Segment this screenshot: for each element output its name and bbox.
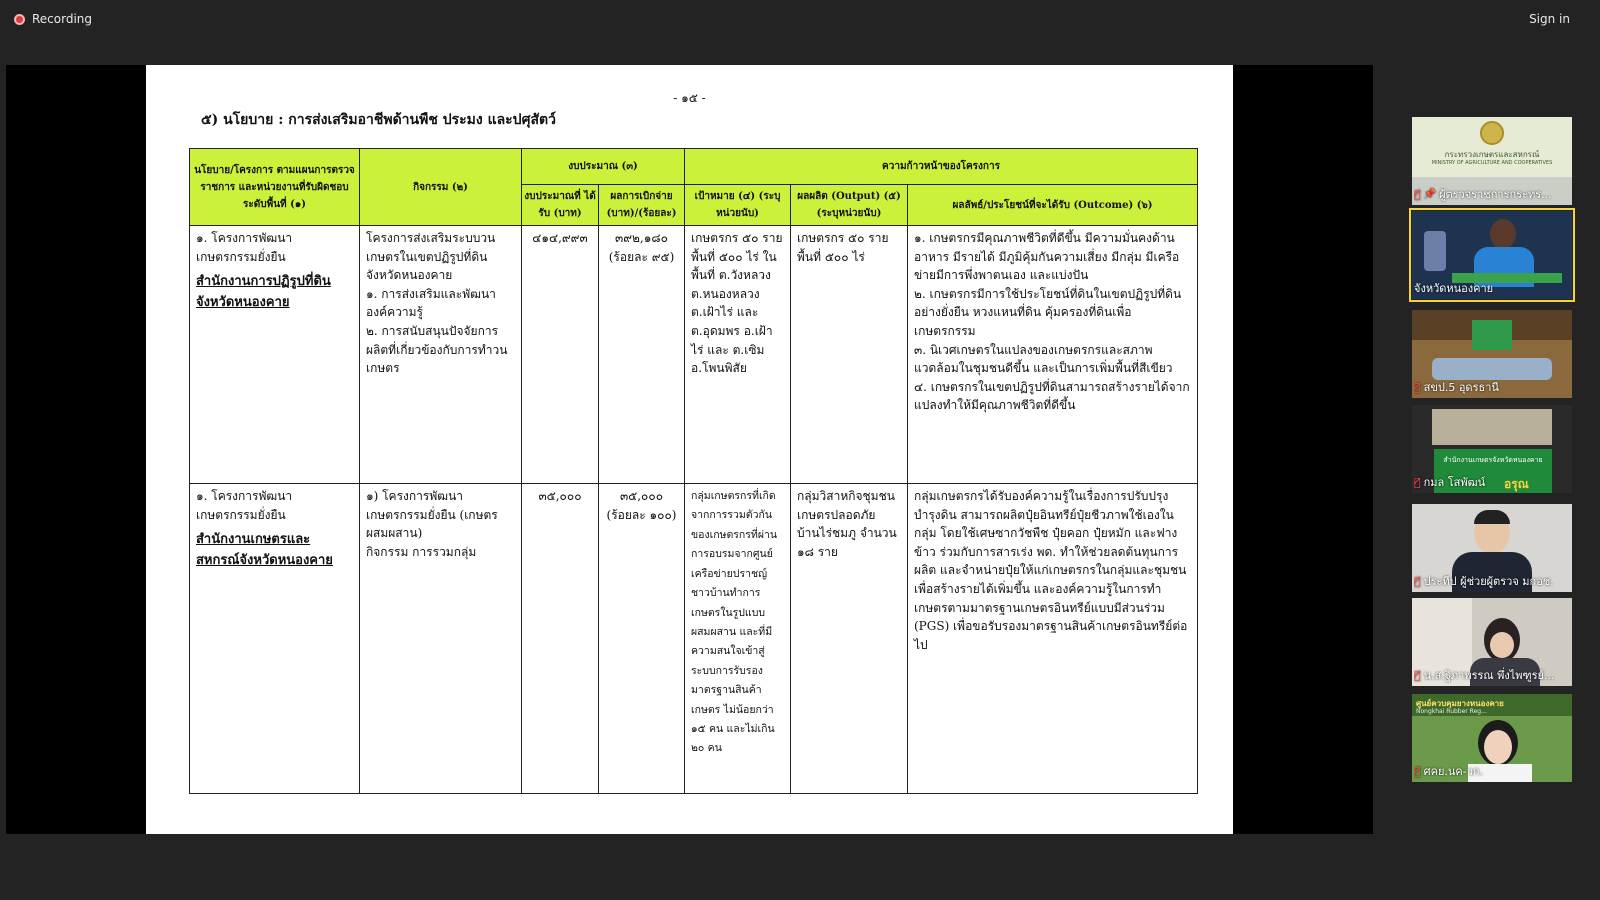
ministry-logo-subtext: MINISTRY OF AGRICULTURE AND COOPERATIVES — [1431, 160, 1553, 166]
participant-tile-active-speaker[interactable] — [1412, 211, 1572, 299]
shared-document-page — [146, 65, 1233, 834]
header-target: เป้าหมาย (๔) (ระบุหน่วยนับ) — [685, 185, 791, 226]
office-sign-text: ศูนย์ควบคุมยางหนองคาย — [1416, 699, 1504, 708]
sign-in-button[interactable]: Sign in — [1529, 12, 1570, 26]
policy-name: ๑. โครงการพัฒนาเกษตรกรรมยั่งยืน — [196, 489, 293, 522]
participant-name: สขป.5 อุดรธานี — [1423, 381, 1499, 394]
target-cell: เกษตรกร ๕๐ ราย พื้นที่ ๕๐๐ ไร่ ในพื้นที่ ต.วังหลวง ต.หนองหลวง ต.เฝ้าไร่ และ ต.อุดมพร อ.เฝ้าไร่ และ ต.เซิม อ.โพนพิสัย — [685, 226, 791, 484]
header-output: ผลผลิต (Output) (๕) (ระบุหน่วยนับ) — [791, 185, 908, 226]
header-disbursement: ผลการเบิกจ่าย (บาท)/(ร้อยละ) — [599, 185, 685, 226]
header-outcome: ผลลัพธ์/ประโยชน์ที่จะได้รับ (Outcome) (๖) — [908, 185, 1198, 226]
responsible-agency: สำนักงานการปฏิรูปที่ดินจังหวัดหนองคาย — [196, 274, 331, 310]
document-title: ๕) นโยบาย : การส่งเสริมอาชีพด้านพืช ประมง และปศุสัตว์ — [201, 112, 556, 128]
participant-name-bar — [1414, 279, 1570, 297]
recording-icon — [14, 14, 25, 25]
policy-cell — [190, 484, 360, 794]
mic-muted-icon: 🎙̸ — [1414, 764, 1421, 778]
disbursement-cell: ๓๕,๐๐๐ (ร้อยละ ๑๐๐) — [599, 484, 685, 794]
mic-muted-icon: 🎙̸ — [1414, 574, 1421, 588]
header-budget: งบประมาณ (๓) — [522, 149, 685, 185]
participant-name: จังหวัดหนองคาย — [1414, 282, 1494, 295]
budget-cell: ๓๕,๐๐๐ — [522, 484, 599, 794]
outcome-cell: กลุ่มเกษตรกรได้รับองค์ความรู้ในเรื่องการปรับปรุงบำรุงดิน สามารถผลิตปุ๋ยอินทรีย์ปุ๋ยชีวภาพใช้เองในกลุ่ม โดยใช้เศษซากวัชพืช ปุ๋ยคอก ปุ๋ยหมัก และฟางข้าว ร่วมกับการสารเร่ง พด. ทำให้ช่วยลดต้นทุนการผลิต และจำหน่ายปุ๋ยให้แก่เกษตรกรในกลุ่มและชุมชน เพื่อสร้างรายได้เพิ่มขึ้น และองค์ความรู้ในการทำเกษตรตามมาตรฐานเกษตรอินทรีย์แบบมีส่วนร่วม (PGS) เพื่อขอรับรองมาตรฐานสินค้าเกษตรอินทรีย์ต่อไป — [908, 484, 1198, 794]
header-budget-received: งบประมาณที่ ได้รับ (บาท) — [522, 185, 599, 226]
budget-cell: ๔๑๔,๙๙๓ — [522, 226, 599, 484]
participant-tile[interactable] — [1412, 310, 1572, 398]
mic-muted-icon: 🎙̸ — [1414, 187, 1421, 201]
ministry-logo-icon — [1480, 121, 1504, 145]
outcome-cell: ๑. เกษตรกรมีคุณภาพชีวิตที่ดีขึ้น มีความมั่นคงด้านอาหาร มีรายได้ มีภูมิคุ้มกันความเสี่ยง มีกลุ่ม มีเครือข่ายมีการพึ่งพาตนเอง และแบ่งปัน ๒. เกษตรกรมีการใช้ประโยชน์ที่ดินในเขตปฏิรูปที่ดินอย่างยั่งยืน หวงแหนที่ดิน คุ้มครองที่ดินเพื่อเกษตรกรรม ๓. นิเวศเกษตรในแปลงของเกษตรกรและสภาพแวดล้อมในชุมชนดีขึ้น และเป็นการเพิ่มพื้นที่สีเขียว ๔. เกษตรกรในเขตปฏิรูปที่ดินสามารถสร้างรายได้จากแปลงทำให้มีคุณภาพชีวิตที่ดีขึ้น — [908, 226, 1198, 484]
table-row — [190, 226, 1198, 484]
mic-muted-icon: 🎙̸ — [1414, 475, 1421, 489]
activity-cell: ๑) โครงการพัฒนาเกษตรกรรมยั่งยืน (เกษตรผสมผสาน) กิจกรรม การรวมกลุ่ม — [360, 484, 522, 794]
participant-tile[interactable] — [1412, 694, 1572, 782]
header-progress: ความก้าวหน้าของโครงการ — [685, 149, 1198, 185]
output-cell: เกษตรกร ๕๐ ราย พื้นที่ ๕๐๐ ไร่ — [791, 226, 908, 484]
mic-muted-icon: 🎙̸ — [1414, 668, 1421, 682]
policy-cell — [190, 226, 360, 484]
participant-name: ประทีป ผู้ช่วยผู้ตรวจ มกอช. — [1423, 575, 1554, 588]
ministry-logo-text: กระทรวงเกษตรและสหกรณ์ — [1444, 150, 1540, 159]
output-cell: กลุ่มวิสาหกิจชุมชนเกษตรปลอดภัยบ้านไร่ชมภู จำนวน ๑๘ ราย — [791, 484, 908, 794]
participant-name: กมล โสพัฒน์ — [1423, 476, 1486, 489]
participant-name: น.ส.ฐิภาพรรณ พึ่งไพฑูรย์... — [1423, 669, 1555, 682]
header-policy: นโยบาย/โครงการ ตามแผนการตรวจราชการ และหน่วยงานที่รับผิดชอบ ระดับพื้นที่ (๑) — [190, 149, 360, 226]
participant-name: ศคย.นค-วก. — [1423, 765, 1484, 778]
mic-muted-icon: 🎙̸ — [1414, 380, 1421, 394]
responsible-agency: สำนักงานเกษตรและสหกรณ์จังหวัดหนองคาย — [196, 532, 333, 568]
participant-name-bar — [1414, 666, 1570, 684]
office-sign-text-2: อรุณ — [1504, 477, 1529, 491]
participant-name-bar — [1414, 762, 1570, 780]
header-activity: กิจกรรม (๒) — [360, 149, 522, 226]
participant-name-bar — [1414, 185, 1570, 203]
participant-tile[interactable] — [1412, 504, 1572, 592]
recording-indicator[interactable] — [14, 12, 92, 26]
participant-tile[interactable] — [1412, 117, 1572, 205]
policy-name: ๑. โครงการพัฒนาเกษตรกรรมยั่งยืน — [196, 231, 293, 264]
page-number: - ๑๕ - — [673, 91, 706, 105]
participant-name: ผู้ตรวจราชการกระทร... — [1439, 188, 1552, 201]
policy-progress-table — [189, 148, 1198, 794]
office-sign-subtext: Nongkhai Rubber Reg... — [1416, 708, 1487, 715]
activity-cell: โครงการส่งเสริมระบบวนเกษตรในเขตปฏิรูปที่ดินจังหวัดหนองคาย ๑. การส่งเสริมและพัฒนาองค์ความรู้ ๒. การสนับสนุนปัจจัยการผลิตที่เกี่ยวข้องกับการทำวนเกษตร — [360, 226, 522, 484]
target-cell: กลุ่มเกษตรกรที่เกิดจากการรวมตัวกันของเกษตรกรที่ผ่านการอบรมจากศูนย์เครือข่ายปราชญ์ชาวบ้านทำการเกษตรในรูปแบบผสมผสาน และที่มีความสนใจเข้าสู่ระบบการรับรองมาตรฐานสินค้าเกษตร ไม่น้อยกว่า ๑๕ คน และไม่เกิน ๒๐ คน — [685, 484, 791, 794]
disbursement-cell: ๓๙๒,๑๘๐ (ร้อยละ ๙๕) — [599, 226, 685, 484]
participant-name-bar — [1414, 378, 1570, 396]
participant-name-bar — [1414, 473, 1570, 491]
pin-icon: 📌 — [1423, 188, 1437, 200]
participant-tile[interactable] — [1412, 405, 1572, 493]
office-sign-text: สำนักงานเกษตรจังหวัดหนองคาย — [1443, 456, 1543, 464]
table-row — [190, 484, 1198, 794]
recording-label: Recording — [32, 12, 93, 26]
participant-name-bar — [1414, 572, 1570, 590]
participant-tile[interactable] — [1412, 598, 1572, 686]
